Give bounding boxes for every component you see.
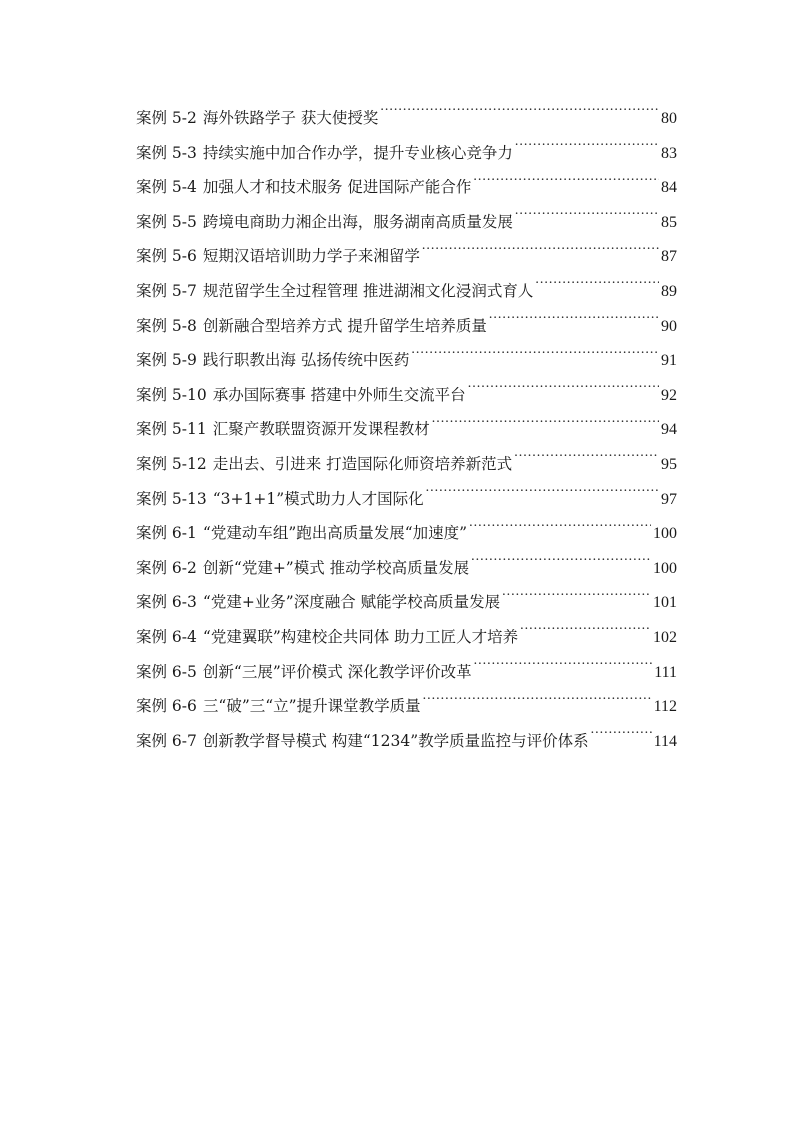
- toc-entry-page: 85: [661, 213, 677, 231]
- toc-entry-title: 走出去、引进来 打造国际化师资培养新范式: [212, 454, 513, 473]
- toc-entry-label: 案例 5-4: [136, 178, 197, 197]
- toc-entry-label: 案例 6-3: [136, 593, 197, 612]
- toc-entry-title: 海外铁路学子 获大使授奖: [202, 109, 379, 127]
- toc-entry-page: 112: [653, 698, 677, 716]
- toc-entry-label: 案例 5-3: [136, 143, 197, 162]
- toc-entry-label: 案例 6-4: [136, 627, 197, 646]
- toc-entry[interactable]: [136, 620, 677, 655]
- dot-leader: [515, 211, 659, 227]
- dot-leader: [471, 557, 651, 573]
- toc-entry-title: 践行职教出海 弘扬传统中医药: [202, 351, 410, 370]
- dot-leader: [468, 384, 659, 400]
- toc-entry-title: 创新“三展”评价模式 深化教学评价改革: [202, 662, 472, 681]
- toc-entry-label: 案例 5-12: [136, 454, 207, 473]
- toc-entry[interactable]: [136, 412, 677, 447]
- toc-entry-title: 短期汉语培训助力学子来湘留学: [202, 247, 420, 266]
- dot-leader: [474, 661, 653, 677]
- toc-entry-label: 案例 5-6: [136, 247, 197, 266]
- table-of-contents: [136, 101, 677, 758]
- toc-entry-title: 规范留学生全过程管理 推进湖湘文化浸润式育人: [202, 281, 534, 300]
- dot-leader: [520, 626, 651, 642]
- toc-entry-title: “3+1+1”模式助力人才国际化: [212, 489, 424, 508]
- toc-entry[interactable]: [136, 447, 677, 482]
- toc-entry-page: 102: [653, 628, 677, 646]
- dot-leader: [473, 177, 659, 193]
- dot-leader: [515, 142, 659, 158]
- toc-entry[interactable]: [136, 724, 677, 759]
- toc-entry-label: 案例 6-2: [136, 558, 197, 577]
- toc-entry[interactable]: [136, 482, 677, 517]
- toc-entry-title: “党建+业务”深度融合 赋能学校高质量发展: [202, 593, 501, 612]
- toc-entry-label: 案例 5-7: [136, 281, 197, 300]
- toc-entry-title: 承办国际赛事 搭建中外师生交流平台: [212, 385, 466, 404]
- dot-leader: [426, 488, 659, 504]
- toc-entry[interactable]: [136, 655, 677, 690]
- toc-entry-page: 97: [661, 490, 677, 508]
- toc-entry-page: 100: [653, 559, 677, 577]
- toc-entry[interactable]: [136, 343, 677, 378]
- toc-entry-page: 91: [661, 352, 677, 370]
- toc-entry-title: 三“破”三“立”提升课堂教学质量: [202, 697, 421, 716]
- dot-leader: [422, 246, 659, 262]
- toc-entry-title: 汇聚产教联盟资源开发课程教材: [212, 420, 430, 439]
- toc-entry-page: 92: [661, 386, 677, 404]
- dot-leader: [514, 453, 659, 469]
- toc-entry[interactable]: [136, 309, 677, 344]
- toc-entry-label: 案例 6-5: [136, 662, 197, 681]
- dot-leader: [502, 592, 651, 608]
- toc-entry-page: 84: [661, 179, 677, 197]
- toc-entry-title: “党建动车组”跑出高质量发展“加速度”: [202, 524, 468, 543]
- toc-entry[interactable]: [136, 170, 677, 205]
- toc-entry-page: 89: [661, 282, 677, 300]
- toc-entry-page: 83: [661, 144, 677, 162]
- toc-entry[interactable]: [136, 274, 677, 309]
- toc-entry-title: “党建翼联”构建校企共同体 助力工匠人才培养: [202, 627, 519, 646]
- toc-entry-label: 案例 5-8: [136, 316, 197, 335]
- dot-leader: [489, 315, 659, 331]
- dot-leader: [432, 419, 659, 435]
- toc-entry-label: 案例 5-2: [136, 109, 197, 127]
- toc-entry[interactable]: [136, 205, 677, 240]
- toc-entry-page: 114: [653, 732, 677, 750]
- dot-leader: [411, 350, 659, 366]
- toc-entry-page: 87: [661, 248, 677, 266]
- toc-entry[interactable]: [136, 689, 677, 724]
- toc-entry-page: 94: [661, 421, 677, 439]
- toc-entry-title: 加强人才和技术服务 促进国际产能合作: [202, 178, 472, 197]
- toc-entry-page: 101: [653, 594, 677, 612]
- toc-entry-label: 案例 5-13: [136, 489, 207, 508]
- toc-entry-title: 创新教学督导模式 构建“1234”教学质量监控与评价体系: [202, 731, 589, 750]
- dot-leader: [423, 696, 652, 712]
- toc-entry-title: 创新融合型培养方式 提升留学生培养质量: [202, 316, 487, 335]
- dot-leader: [380, 108, 659, 124]
- toc-entry-page: 80: [661, 110, 677, 127]
- toc-entry-label: 案例 6-6: [136, 697, 197, 716]
- toc-entry[interactable]: [136, 585, 677, 620]
- toc-entry-title: 跨境电商助力湘企出海，服务湖南高质量发展: [202, 212, 513, 231]
- toc-entry-label: 案例 5-11: [136, 420, 207, 439]
- toc-entry-label: 案例 6-7: [136, 731, 197, 750]
- toc-entry-page: 111: [654, 663, 677, 681]
- dot-leader: [535, 280, 659, 296]
- toc-entry-label: 案例 5-10: [136, 385, 207, 404]
- toc-entry-label: 案例 5-9: [136, 351, 197, 370]
- toc-entry[interactable]: [136, 378, 677, 413]
- toc-entry[interactable]: [136, 101, 677, 136]
- toc-entry[interactable]: [136, 136, 677, 171]
- dot-leader: [469, 523, 651, 539]
- toc-entry-page: 100: [653, 525, 677, 543]
- toc-entry[interactable]: [136, 551, 677, 586]
- toc-entry-title: 创新“党建+”模式 推动学校高质量发展: [202, 558, 470, 577]
- toc-entry-page: 90: [661, 317, 677, 335]
- toc-entry-page: 95: [661, 455, 677, 473]
- toc-entry[interactable]: [136, 239, 677, 274]
- toc-entry-label: 案例 5-5: [136, 212, 197, 231]
- dot-leader: [591, 730, 652, 746]
- toc-entry-title: 持续实施中加合作办学，提升专业核心竞争力: [202, 143, 513, 162]
- toc-entry-label: 案例 6-1: [136, 524, 197, 543]
- toc-entry[interactable]: [136, 516, 677, 551]
